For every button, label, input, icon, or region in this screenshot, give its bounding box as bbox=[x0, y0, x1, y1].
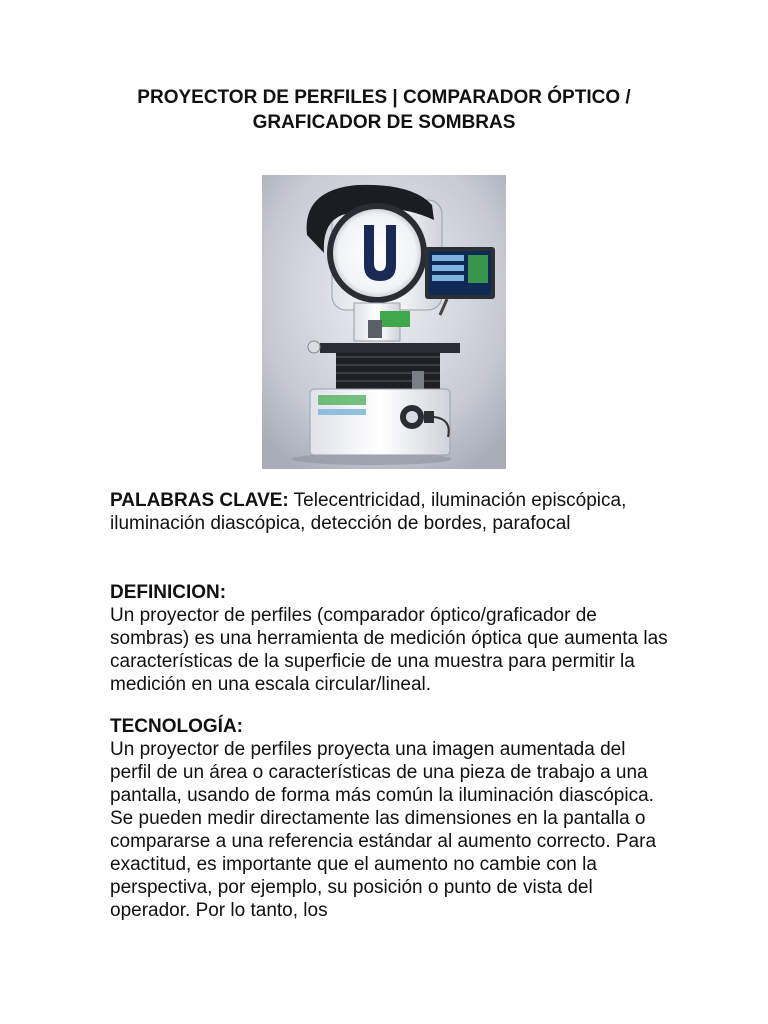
keywords-label: PALABRAS CLAVE: bbox=[110, 490, 289, 511]
title-line-1: PROYECTOR DE PERFILES | COMPARADOR ÓPTICO / bbox=[137, 87, 631, 108]
definition-heading: DEFINICION: bbox=[110, 582, 227, 603]
title-line-2: GRAFICADOR DE SOMBRAS bbox=[252, 112, 516, 133]
definition-text: Un proyector de perfiles (comparador óptico/graficador de sombras) es una herramienta de medición óptica que aumenta las características de la superficie de una muestra para permitir la medición en una escala circular/lineal. bbox=[110, 605, 668, 695]
document-title bbox=[0, 85, 768, 135]
profile-projector-illustration bbox=[262, 175, 506, 469]
profile-projector-photo bbox=[262, 175, 506, 469]
keywords-section bbox=[110, 489, 670, 535]
definition-section bbox=[110, 581, 670, 696]
technology-text: Un proyector de perfiles proyecta una imagen aumentada del perfil de un área o características de una pieza de trabajo a una pantalla, usando de forma más común la iluminación diascópica. Se pueden medir directamente las dimensiones en la pantalla o compararse a una referencia estándar al aumento correcto. Para exactitud, es importante que el aumento no cambie con la perspectiva, por ejemplo, su posición o punto de vista del operador. Por lo tanto, los bbox=[110, 739, 657, 921]
technology-heading: TECNOLOGÍA: bbox=[110, 716, 243, 737]
technology-section bbox=[110, 715, 670, 922]
keywords-text: Telecentricidad, iluminación episcópica, iluminación diascópica, detección de bordes, parafocal bbox=[110, 490, 627, 534]
